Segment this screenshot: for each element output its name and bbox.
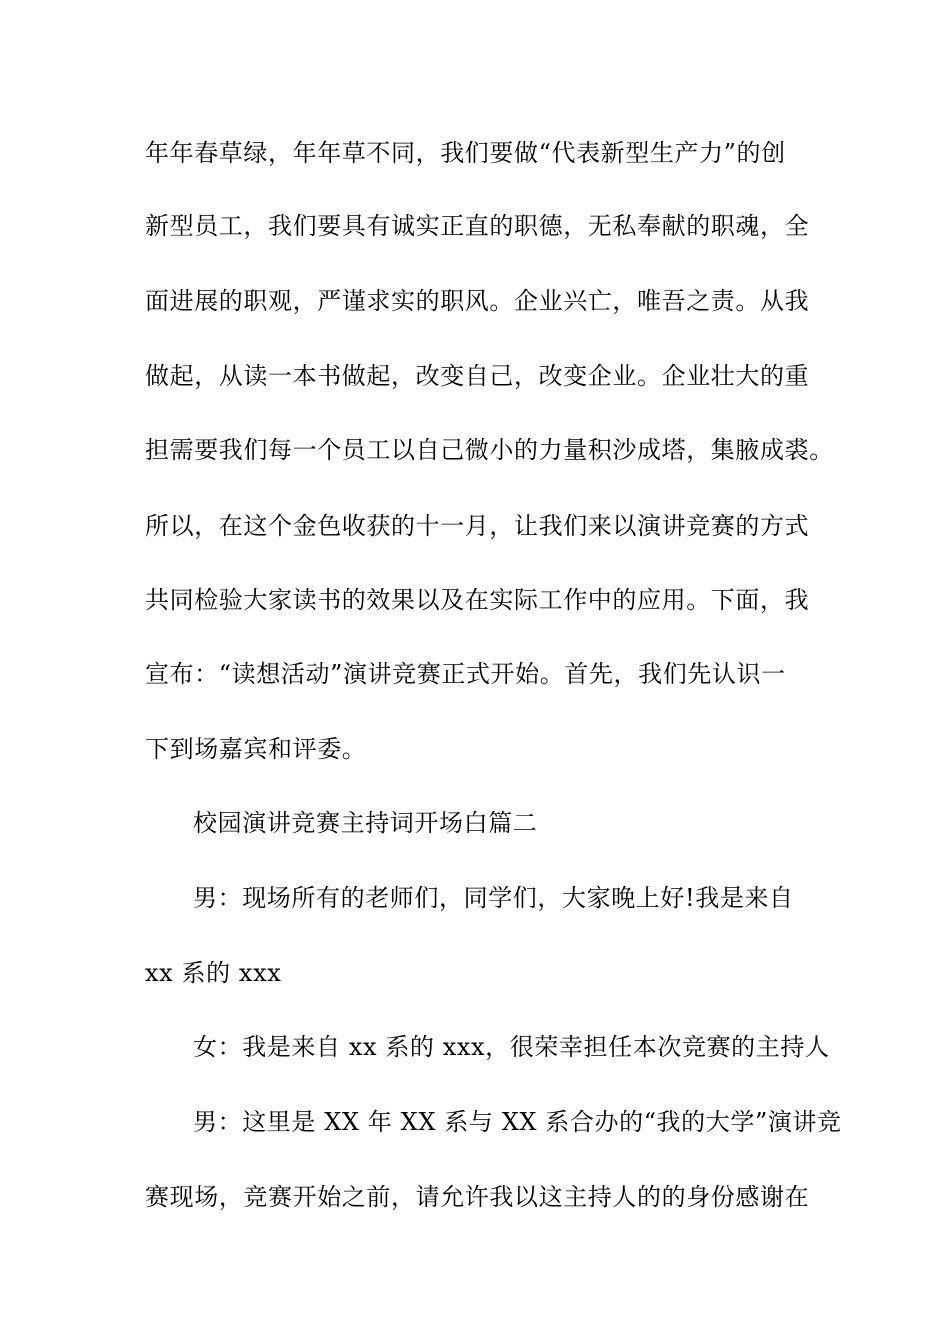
dialogue-line-male-1: 男：现场所有的老师们，同学们，大家晚上好!我是来自 xyxy=(193,884,794,912)
paragraph-line-4: 做起，从读一本书做起，改变自己，改变企业。企业壮大的重 xyxy=(145,362,810,390)
paragraph-line-2: 新型员工，我们要具有诚实正直的职德，无私奉献的职魂，全 xyxy=(145,212,810,240)
paragraph-line-3: 面进展的职观，严谨求实的职风。企业兴亡，唯吾之责。从我 xyxy=(145,287,810,315)
paragraph-line-5: 担需要我们每一个员工以自己微小的力量积沙成塔，集腋成裘。 xyxy=(145,436,834,464)
paragraph-line-7: 共同检验大家读书的效果以及在实际工作中的应用。下面，我 xyxy=(145,586,810,614)
dialogue-line-male-2: 男：这里是 XX 年 XX 系与 XX 系合办的“我的大学”演讲竞 xyxy=(193,1108,842,1136)
dialogue-line-male-2-cont: 赛现场，竞赛开始之前，请允许我以这主持人的的身份感谢在 xyxy=(145,1183,810,1211)
paragraph-line-8: 宣布：“读想活动”演讲竞赛正式开始。首先，我们先认识一 xyxy=(145,660,786,688)
dialogue-line-male-1-cont: xx 系的 xxx xyxy=(145,959,282,987)
paragraph-line-9: 下到场嘉宾和评委。 xyxy=(145,735,367,763)
section-heading: 校园演讲竞赛主持词开场白篇二 xyxy=(193,809,538,837)
paragraph-line-1: 年年春草绿，年年草不同，我们要做“代表新型生产力”的创 xyxy=(145,139,786,167)
paragraph-line-6: 所以，在这个金色收获的十一月，让我们来以演讲竞赛的方式 xyxy=(145,512,810,540)
dialogue-line-female-1: 女：我是来自 xx 系的 xxx，很荣幸担任本次竞赛的主持人 xyxy=(193,1033,830,1061)
